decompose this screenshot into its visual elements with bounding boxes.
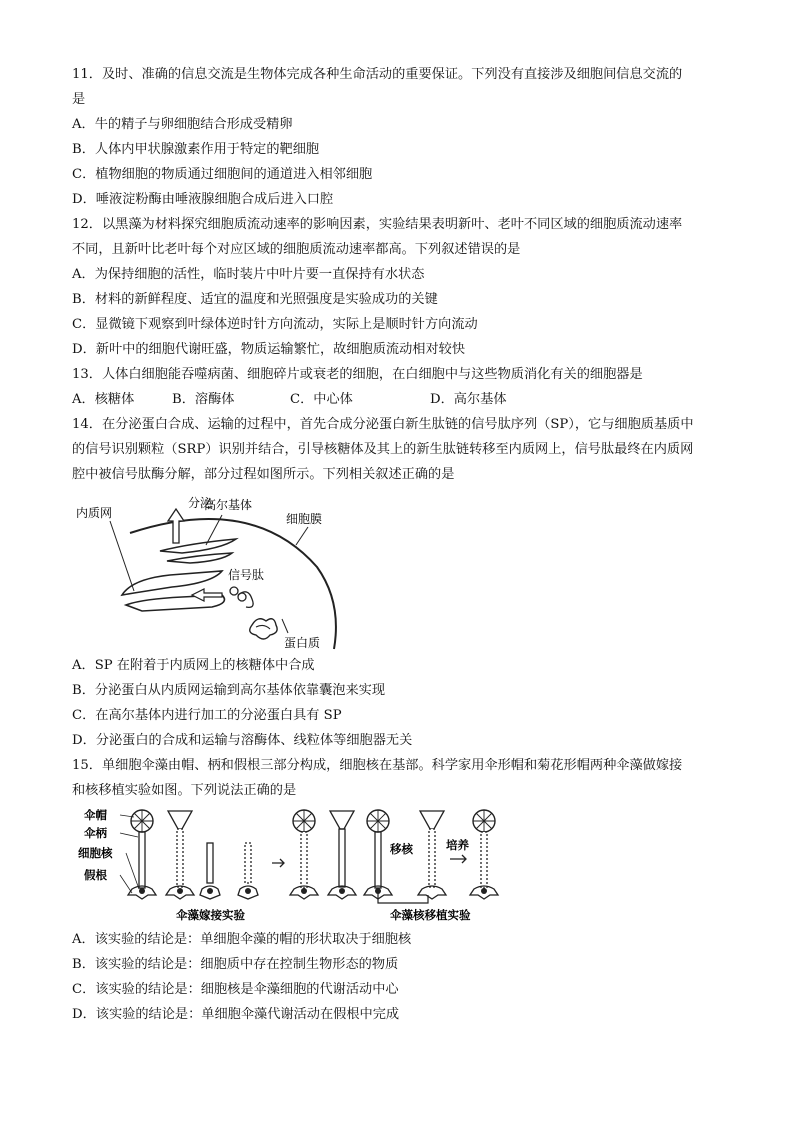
question-14 (72, 412, 732, 753)
acetabularia-figure (72, 803, 732, 927)
question-stem-continued: 不同，且新叶比老叶每个对应区域的细胞质流动速率都高。下列叙述错误的是 (72, 242, 521, 257)
question-stem: 13．人体白细胞能吞噬病菌、细胞碎片或衰老的细胞，在白细胞中与这些物质消化有关的细胞器是 (72, 367, 643, 382)
option-b[interactable]: B．分泌蛋白从内质网运输到高尔基体依靠囊泡来实现 (72, 683, 386, 698)
label-culture: 培养 (446, 838, 469, 852)
option-d[interactable]: D．高尔基体 (430, 392, 507, 407)
secretory-protein-figure (72, 487, 732, 653)
nuclear-transplant-experiment (364, 810, 498, 922)
transport-arrow (192, 589, 222, 601)
label-er: 内质网 (76, 506, 113, 520)
option-a[interactable]: A．核糖体 (72, 392, 135, 407)
label-move-nucleus: 移核 (390, 842, 413, 856)
label-secretion: 分泌 (188, 496, 213, 510)
grafting-experiment (78, 808, 356, 922)
question-stem-continued: 腔中被信号肽酶分解，部分过程如图所示。下列相关叙述正确的是 (72, 467, 455, 482)
question-12 (72, 212, 732, 362)
protein-blob (250, 619, 277, 639)
option-b[interactable]: B．溶酶体 (172, 392, 235, 407)
transplant-caption: 伞藻核移植实验 (390, 908, 471, 922)
exam-page (72, 62, 732, 1027)
label-nucleus: 细胞核 (78, 846, 113, 860)
label-rhizoid: 假根 (84, 868, 107, 882)
option-d[interactable]: D．唾液淀粉酶由唾液腺细胞合成后进入口腔 (72, 192, 334, 207)
er-shape (122, 571, 222, 595)
cell-membrane-arc (130, 519, 336, 649)
label-cell-membrane: 细胞膜 (286, 512, 323, 526)
option-a[interactable]: A．SP 在附着于内质网上的核糖体中合成 (72, 658, 315, 673)
label-golgi: 高尔基体 (204, 498, 253, 512)
grafting-caption: 伞藻嫁接实验 (176, 908, 245, 922)
option-d[interactable]: D．该实验的结论是：单细胞伞藻代谢活动在假根中完成 (72, 1007, 400, 1022)
question-stem: 11．及时、准确的信息交流是生物体完成各种生命活动的重要保证。下列没有直接涉及细胞间信息交流的 (72, 67, 683, 82)
option-d[interactable]: D．新叶中的细胞代谢旺盛，物质运输繁忙，故细胞质流动相对较快 (72, 342, 466, 357)
option-c[interactable]: C．中心体 (290, 392, 353, 407)
options-row (72, 387, 732, 412)
question-stem-continued: 和核移植实验如图。下列说法正确的是 (72, 783, 297, 798)
option-a[interactable]: A．该实验的结论是：单细胞伞藻的帽的形状取决于细胞核 (72, 932, 412, 947)
question-11 (72, 62, 732, 212)
label-signal-peptide: 信号肽 (228, 568, 265, 582)
option-c[interactable]: C．植物细胞的物质通过细胞间的通道进入相邻细胞 (72, 167, 373, 182)
option-b[interactable]: B．材料的新鲜程度、适宜的温度和光照强度是实验成功的关键 (72, 292, 438, 307)
question-stem-continued: 的信号识别颗粒（SRP）识别并结合，引导核糖体及其上的新生肽链转移至内质网上，信号肽最终在内质网 (72, 442, 694, 457)
question-stem: 14．在分泌蛋白合成、运输的过程中，首先合成分泌蛋白新生肽链的信号肽序列（SP），它与细胞质基质中 (72, 417, 694, 432)
option-c[interactable]: C．在高尔基体内进行加工的分泌蛋白具有 SP (72, 708, 342, 723)
question-15 (72, 753, 732, 1027)
secretory-pathway-diagram (72, 487, 402, 653)
golgi-shape (160, 539, 236, 553)
question-13 (72, 362, 732, 412)
question-stem: 15．单细胞伞藻由帽、柄和假根三部分构成，细胞核在基部。科学家用伞形帽和菊花形帽两种伞藻做嫁接 (72, 758, 683, 773)
option-d[interactable]: D．分泌蛋白的合成和运输与溶酶体、线粒体等细胞器无关 (72, 733, 413, 748)
label-protein: 蛋白质 (284, 636, 321, 650)
option-b[interactable]: B．人体内甲状腺激素作用于特定的靶细胞 (72, 142, 320, 157)
option-b[interactable]: B．该实验的结论是：细胞质中存在控制生物形态的物质 (72, 957, 399, 972)
golgi-shape (167, 553, 232, 563)
secretion-arrow (168, 509, 184, 543)
label-stalk: 伞柄 (84, 826, 107, 840)
option-c[interactable]: C．显微镜下观察到叶绿体逆时针方向流动，实际上是顺时针方向流动 (72, 317, 478, 332)
option-c[interactable]: C．该实验的结论是：细胞核是伞藻细胞的代谢活动中心 (72, 982, 399, 997)
label-cap: 伞帽 (84, 808, 107, 822)
option-a[interactable]: A．为保持细胞的活性，临时装片中叶片要一直保持有水状态 (72, 267, 425, 282)
option-a[interactable]: A．牛的精子与卵细胞结合形成受精卵 (72, 117, 293, 132)
question-stem-continued: 是 (72, 92, 86, 107)
question-stem: 12．以黑藻为材料探究细胞质流动速率的影响因素，实验结果表明新叶、老叶不同区域的细胞质流动速率 (72, 217, 683, 232)
acetabularia-experiment-diagram (72, 803, 512, 927)
